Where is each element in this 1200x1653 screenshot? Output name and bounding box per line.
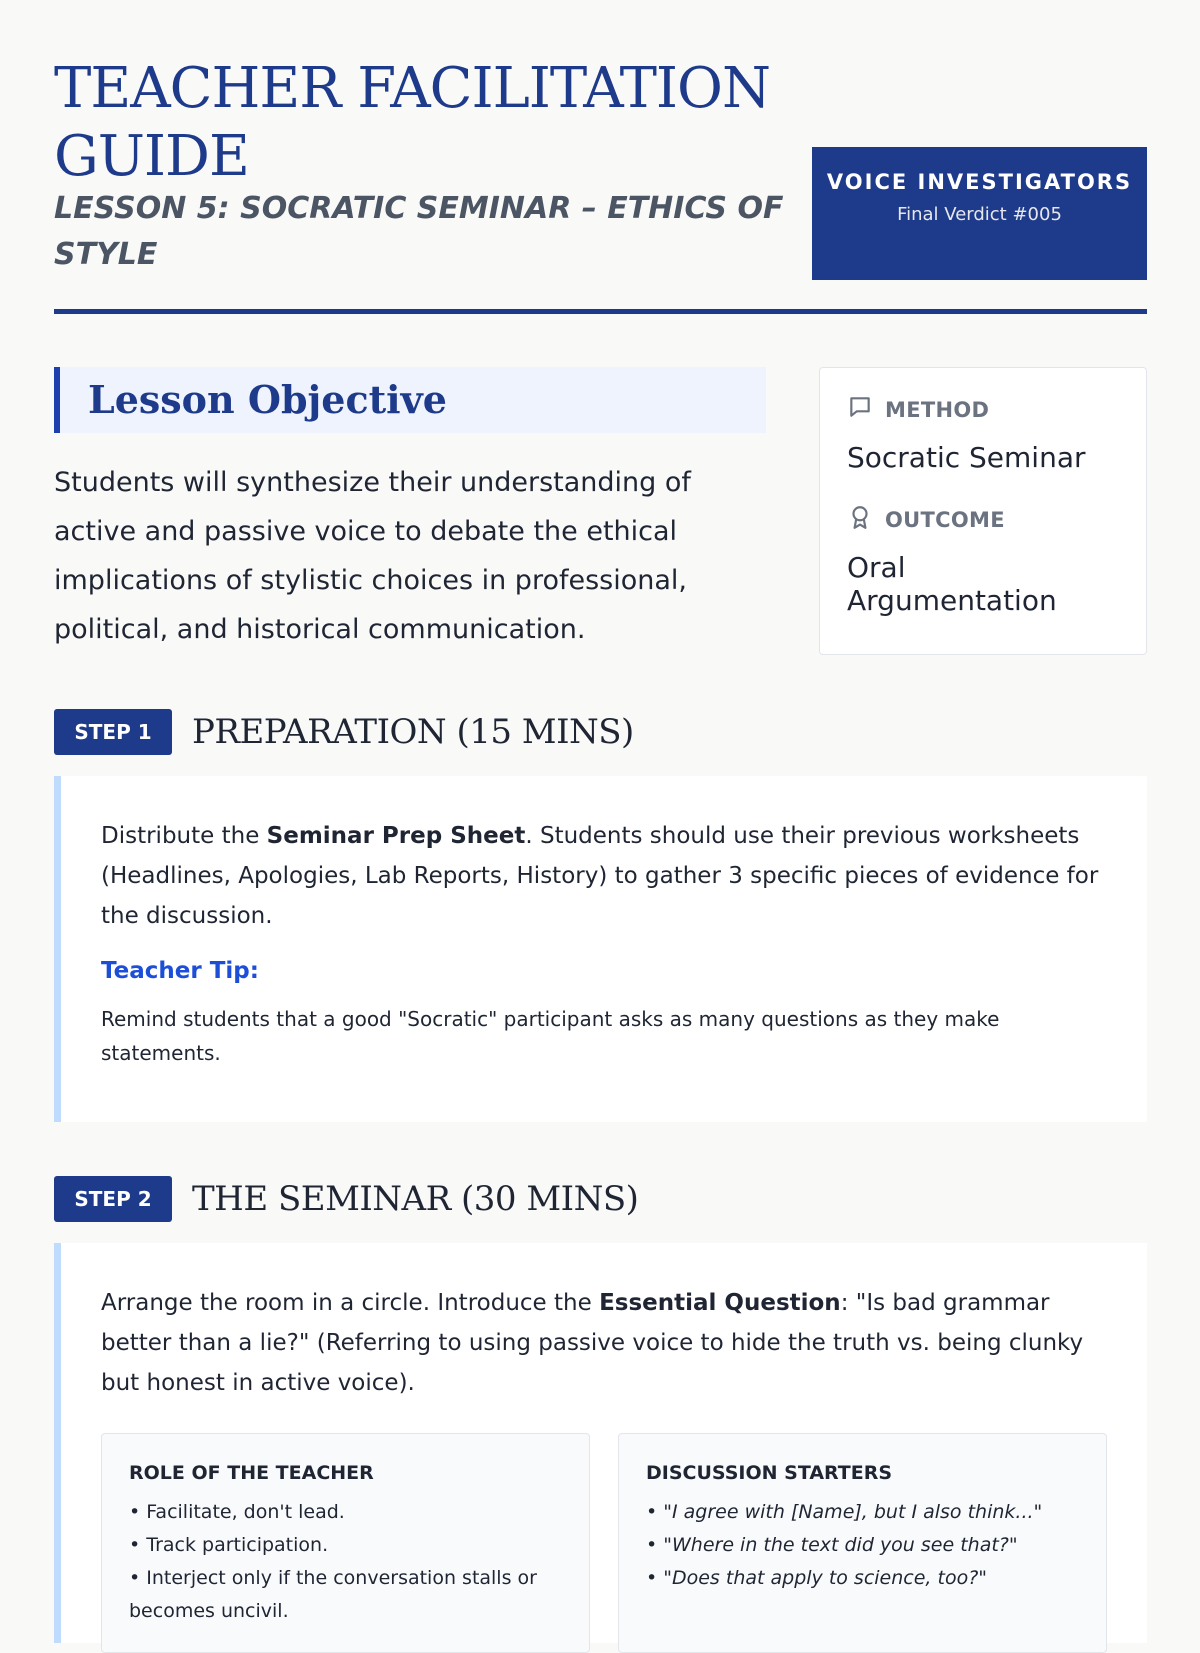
- step1-body: [54, 776, 1147, 1122]
- page-subtitle: LESSON 5: SOCRATIC SEMINAR – ETHICS OF STYLE: [54, 191, 784, 272]
- step2-header: [54, 1176, 638, 1222]
- objective-text: Students will synthesize their understanding of active and passive voice to debate the ethical implications of stylistic choices in professional, political, and historical communication.: [54, 467, 691, 645]
- brand-name: VOICE INVESTIGATORS: [826, 170, 1133, 194]
- step1-badge: STEP 1: [54, 709, 172, 755]
- list-item: • Facilitate, don't lead.: [129, 1496, 562, 1529]
- award-ribbon-icon: [847, 504, 873, 535]
- list-item: • Interject only if the conversation stalls or becomes uncivil.: [129, 1562, 562, 1628]
- brand-box: [812, 147, 1147, 280]
- info-card: [819, 367, 1147, 655]
- page-title: TEACHER FACILITATION GUIDE: [54, 56, 770, 189]
- step1-header: [54, 709, 634, 755]
- step2-cards: [101, 1433, 1107, 1653]
- step1-title: PREPARATION (15 MINS): [192, 712, 634, 752]
- chat-bubble-icon: [847, 394, 873, 425]
- list-item: • "Does that apply to science, too?": [646, 1562, 1079, 1595]
- brand-sub: Final Verdict #005: [897, 204, 1062, 225]
- method-label-row: [847, 394, 1119, 425]
- method-value: Socratic Seminar: [847, 441, 1086, 474]
- teacher-role-list: [129, 1496, 562, 1628]
- step2-body: [54, 1243, 1147, 1643]
- teacher-role-title: ROLE OF THE TEACHER: [129, 1462, 374, 1484]
- step2-badge: STEP 2: [54, 1176, 172, 1222]
- list-item: • "I agree with [Name], but I also think...": [646, 1496, 1079, 1529]
- step2-title: THE SEMINAR (30 MINS): [192, 1179, 639, 1219]
- teacher-role-card: [101, 1433, 590, 1653]
- objective-heading: Lesson Objective: [54, 367, 766, 433]
- header: [54, 0, 1147, 314]
- teacher-tip-title: Teacher Tip:: [101, 958, 259, 984]
- outcome-value: Oral Argumentation: [847, 551, 1057, 617]
- list-item: • "Where in the text did you see that?": [646, 1529, 1079, 1562]
- discussion-starters-title: DISCUSSION STARTERS: [646, 1462, 893, 1484]
- list-item: • Track participation.: [129, 1529, 562, 1562]
- discussion-starters-list: [646, 1496, 1079, 1595]
- objective-section: [54, 367, 1147, 657]
- outcome-label-row: [847, 504, 1119, 535]
- page: [54, 0, 1147, 1622]
- step1-paragraph: Distribute the Seminar Prep Sheet. Students should use their previous worksheets (Headlines, Apologies, Lab Reports, History) to gather 3 specific pieces of evidence for the discussion.: [101, 823, 1099, 929]
- discussion-starters-card: [618, 1433, 1107, 1653]
- method-label: METHOD: [885, 397, 990, 422]
- teacher-tip-text: Remind students that a good "Socratic" participant asks as many questions as they make statements.: [101, 1007, 1000, 1065]
- outcome-label: OUTCOME: [885, 507, 1005, 532]
- step2-paragraph: Arrange the room in a circle. Introduce the Essential Question: "Is bad grammar better than a lie?" (Referring to using passive voice to hide the truth vs. being clunky but honest in active voice).: [101, 1290, 1084, 1396]
